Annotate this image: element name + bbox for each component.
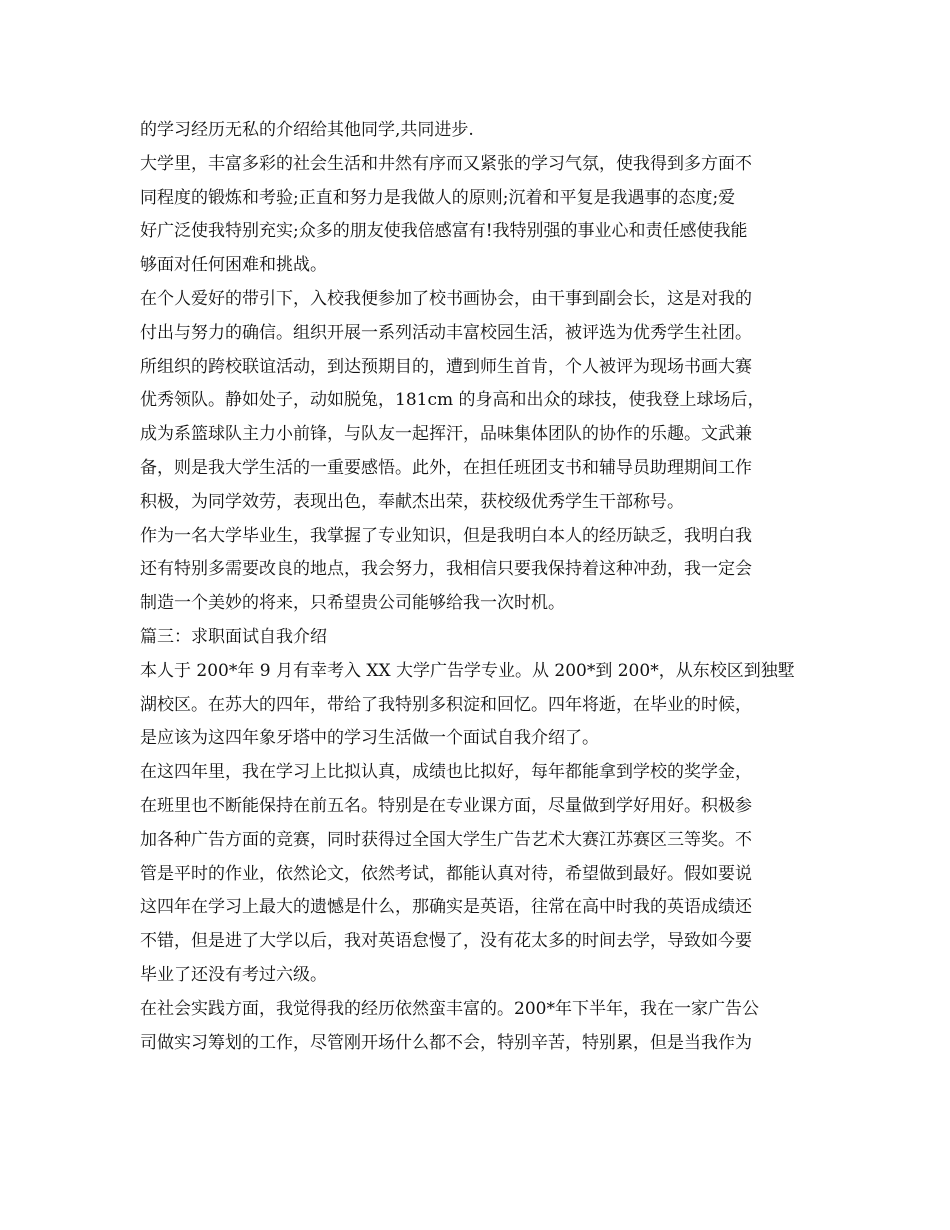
text-line: 还有特别多需要改良的地点，我会努力，我相信只要我保持着这种冲劲，我一定会 <box>140 559 752 580</box>
text-line: 同程度的锻炼和考验;正直和努力是我做人的原则;沉着和平复是我遇事的态度;爱 <box>140 187 736 208</box>
text-line: 在社会实践方面，我觉得我的经历依然蛮丰富的。200*年下半年，我在一家广告公 <box>140 998 759 1019</box>
text-line: 司做实习筹划的工作，尽管刚开场什么都不会，特别辛苦，特别累，但是当我作为 <box>140 1032 752 1053</box>
text-line: 管是平时的作业，依然论文，依然考试，都能认真对待，希望做到最好。假如要说 <box>140 863 752 884</box>
text-line: 不错，但是进了大学以后，我对英语怠慢了，没有花太多的时间去学，导致如今要 <box>140 931 752 952</box>
text-line: 这四年在学习上最大的遗憾是什么，那确实是英语，往常在高中时我的英语成绩还 <box>140 897 752 918</box>
text-line: 制造一个美妙的将来，只希望贵公司能够给我一次时机。 <box>140 593 565 614</box>
text-line: 积极，为同学效劳，表现出色，奉献杰出荣，获校级优秀学生干部称号。 <box>140 491 684 512</box>
text-line: 毕业了还没有考过六级。 <box>140 964 327 985</box>
text-line: 在这四年里，我在学习上比拟认真，成绩也比拟好，每年都能拿到学校的奖学金， <box>140 762 752 783</box>
text-line: 本人于 200*年 9 月有幸考入 XX 大学广告学专业。从 200*到 200*，从东校区到独墅 <box>140 660 795 681</box>
text-line: 湖校区。在苏大的四年，带给了我特别多积淀和回忆。四年将逝，在毕业的时候， <box>140 694 752 715</box>
text-line: 成为系篮球队主力小前锋，与队友一起挥汗，品味集体团队的协作的乐趣。文武兼 <box>140 424 752 445</box>
text-line: 加各种广告方面的竞赛，同时获得过全国大学生广告艺术大赛江苏赛区三等奖。不 <box>140 829 752 850</box>
text-line: 备，则是我大学生活的一重要感悟。此外，在担任班团支书和辅导员助理期间工作 <box>140 457 752 478</box>
text-line: 大学里，丰富多彩的社会生活和井然有序而又紧张的学习气氛，使我得到多方面不 <box>140 153 752 174</box>
text-line: 好广泛使我特别充实;众多的朋友使我倍感富有!我特别强的事业心和责任感使我能 <box>140 221 748 242</box>
section-heading: 篇三：求职面试自我介绍 <box>140 626 327 647</box>
text-line: 付出与努力的确信。组织开展一系列活动丰富校园生活，被评选为优秀学生社团。 <box>140 322 752 343</box>
text-line: 作为一名大学毕业生，我掌握了专业知识，但是我明白本人的经历缺乏，我明白我 <box>140 525 752 546</box>
document-body <box>140 114 820 1060</box>
text-line: 够面对任何困难和挑战。 <box>140 255 327 276</box>
text-line: 是应该为这四年象牙塔中的学习生活做一个面试自我介绍了。 <box>140 728 599 749</box>
text-line: 优秀领队。静如处子，动如脱兔，181cm 的身高和出众的球技，使我登上球场后， <box>140 390 765 411</box>
text-line: 在个人爱好的带引下，入校我便参加了校书画协会，由干事到副会长，这是对我的 <box>140 288 752 309</box>
text-line: 所组织的跨校联谊活动，到达预期目的，遭到师生首肯，个人被评为现场书画大赛 <box>140 356 752 377</box>
text-line: 在班里也不断能保持在前五名。特别是在专业课方面，尽量做到学好用好。积极参 <box>140 795 752 816</box>
text-line: 的学习经历无私的介绍给其他同学,共同进步. <box>140 120 474 140</box>
